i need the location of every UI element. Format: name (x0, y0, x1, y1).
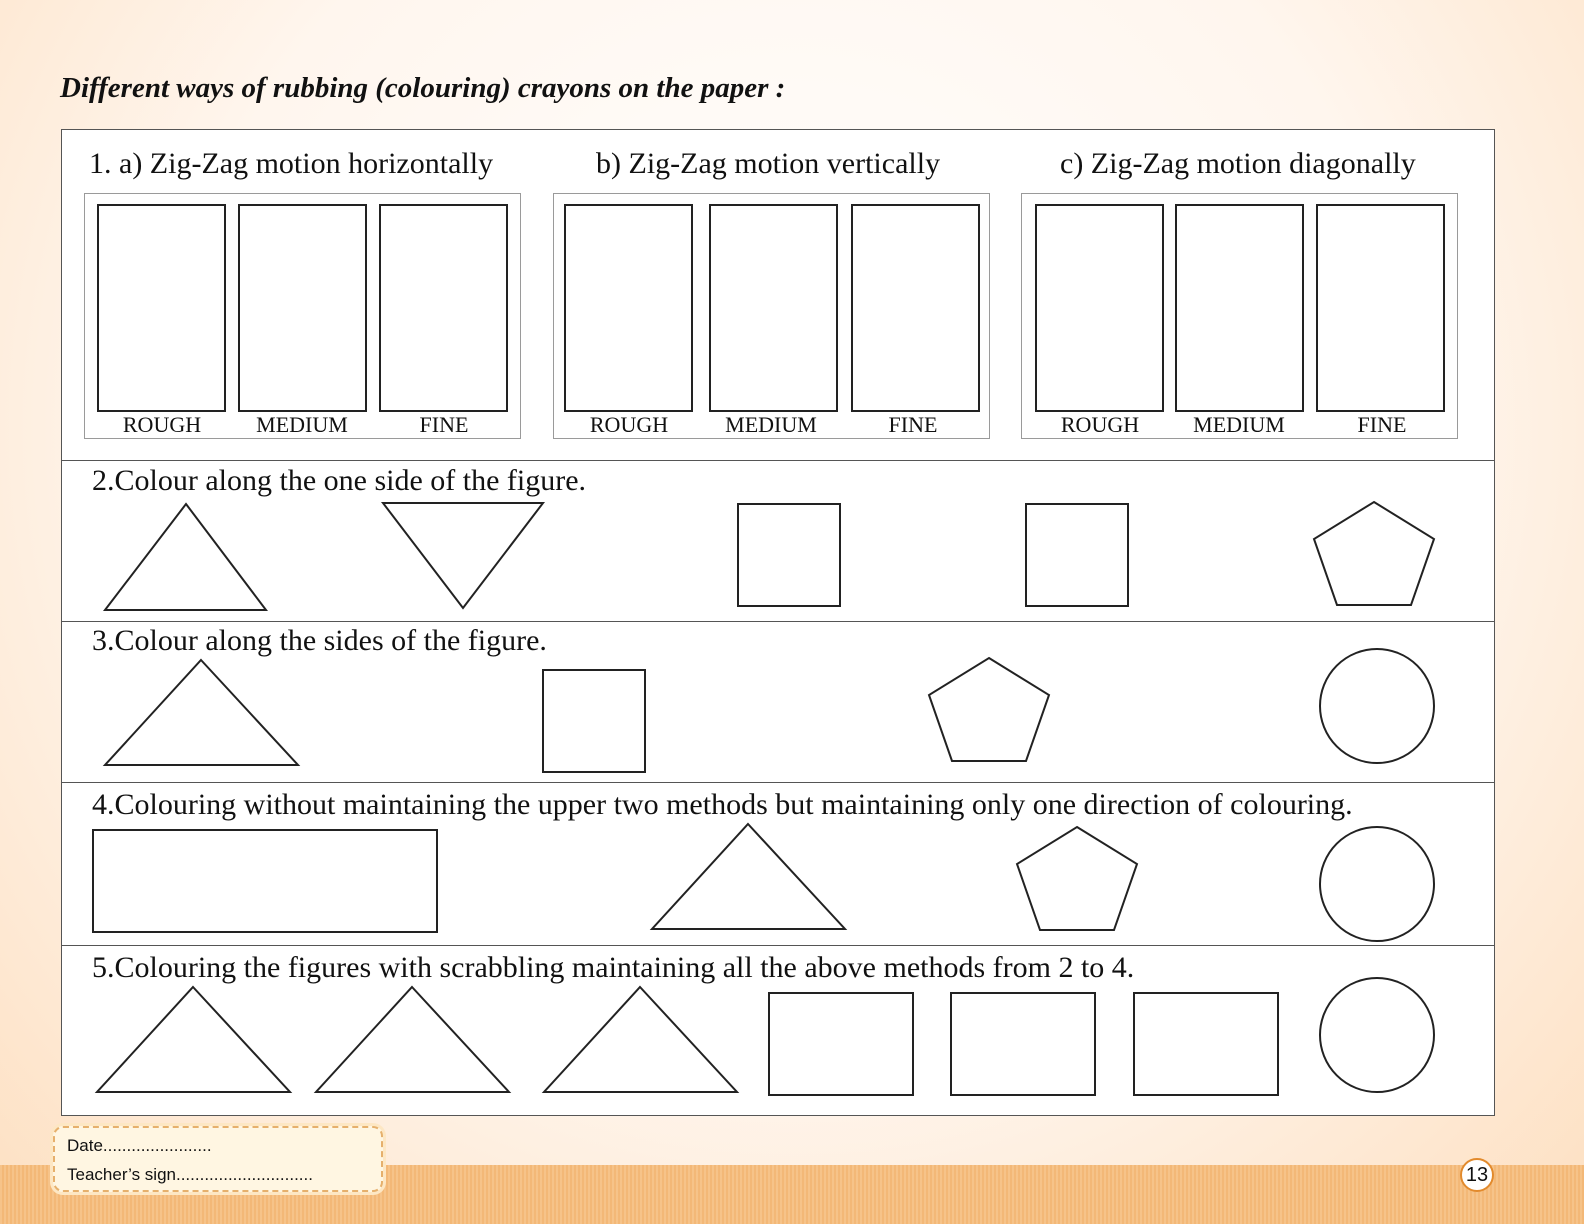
swatch-group-horizontal (84, 193, 521, 439)
swatch-label-medium: MEDIUM (725, 412, 817, 437)
section-divider (62, 945, 1494, 946)
rectangle-shape[interactable] (767, 991, 915, 1097)
triangle-shape[interactable] (649, 822, 848, 932)
date-field[interactable]: Date....................... (67, 1136, 212, 1155)
circle-shape[interactable] (1318, 647, 1436, 765)
swatch-label-rough: ROUGH (122, 412, 202, 437)
inverted-triangle-shape[interactable] (380, 500, 546, 611)
swatch-fine[interactable] (1316, 204, 1445, 412)
section-divider (62, 460, 1494, 461)
pentagon-shape[interactable] (926, 656, 1052, 764)
worksheet-sheet (61, 129, 1495, 1116)
swatch-label-fine: FINE (419, 412, 469, 437)
pentagon-shape[interactable] (1311, 500, 1437, 608)
triangle-shape[interactable] (94, 985, 293, 1095)
triangle-shape[interactable] (541, 985, 740, 1095)
section2-instruction: 2.Colour along the one side of the figure. (92, 464, 587, 497)
section3-instruction: 3.Colour along the sides of the figure. (92, 624, 547, 657)
teacher-sign-box (53, 1126, 383, 1192)
swatch-label-fine: FINE (888, 412, 938, 437)
swatch-group-diagonal (1021, 193, 1458, 439)
rectangle-shape[interactable] (949, 991, 1097, 1097)
triangle-shape[interactable] (102, 502, 270, 614)
swatch-label-rough: ROUGH (589, 412, 669, 437)
swatch-label-rough: ROUGH (1060, 412, 1140, 437)
triangle-shape[interactable] (102, 658, 301, 768)
section1-title-b: b) Zig-Zag motion vertically (596, 147, 941, 180)
circle-shape[interactable] (1318, 976, 1436, 1094)
section4-instruction: 4.Colouring without maintaining the upper two methods but maintaining only one direction of colouring. (92, 788, 1353, 821)
square-shape[interactable] (541, 668, 647, 774)
swatch-label-medium: MEDIUM (1193, 412, 1285, 437)
teacher-sign-field[interactable]: Teacher’s sign............................. (67, 1165, 313, 1184)
section-divider (62, 621, 1494, 622)
pentagon-shape[interactable] (1014, 825, 1140, 933)
swatch-fine[interactable] (379, 204, 508, 412)
swatch-medium[interactable] (238, 204, 367, 412)
swatch-medium[interactable] (1175, 204, 1304, 412)
rectangle-shape[interactable] (91, 828, 439, 934)
swatch-group-vertical (553, 193, 990, 439)
swatch-medium[interactable] (709, 204, 838, 412)
page-number: 13 (1460, 1158, 1494, 1192)
section-divider (62, 782, 1494, 783)
swatch-rough[interactable] (564, 204, 693, 412)
swatch-rough[interactable] (1035, 204, 1164, 412)
page-heading: Different ways of rubbing (colouring) crayons on the paper : (60, 72, 786, 104)
square-shape[interactable] (1024, 502, 1130, 608)
circle-shape[interactable] (1318, 825, 1436, 943)
triangle-shape[interactable] (313, 985, 512, 1095)
section5-instruction: 5.Colouring the figures with scrabbling maintaining all the above methods from 2 to 4. (92, 951, 1135, 984)
section1-title-a: 1. a) Zig-Zag motion horizontally (89, 147, 494, 180)
section1-title-c: c) Zig-Zag motion diagonally (1060, 147, 1416, 180)
square-shape[interactable] (736, 502, 842, 608)
swatch-label-medium: MEDIUM (256, 412, 348, 437)
swatch-label-fine: FINE (1357, 412, 1407, 437)
swatch-rough[interactable] (97, 204, 226, 412)
swatch-fine[interactable] (851, 204, 980, 412)
rectangle-shape[interactable] (1132, 991, 1280, 1097)
